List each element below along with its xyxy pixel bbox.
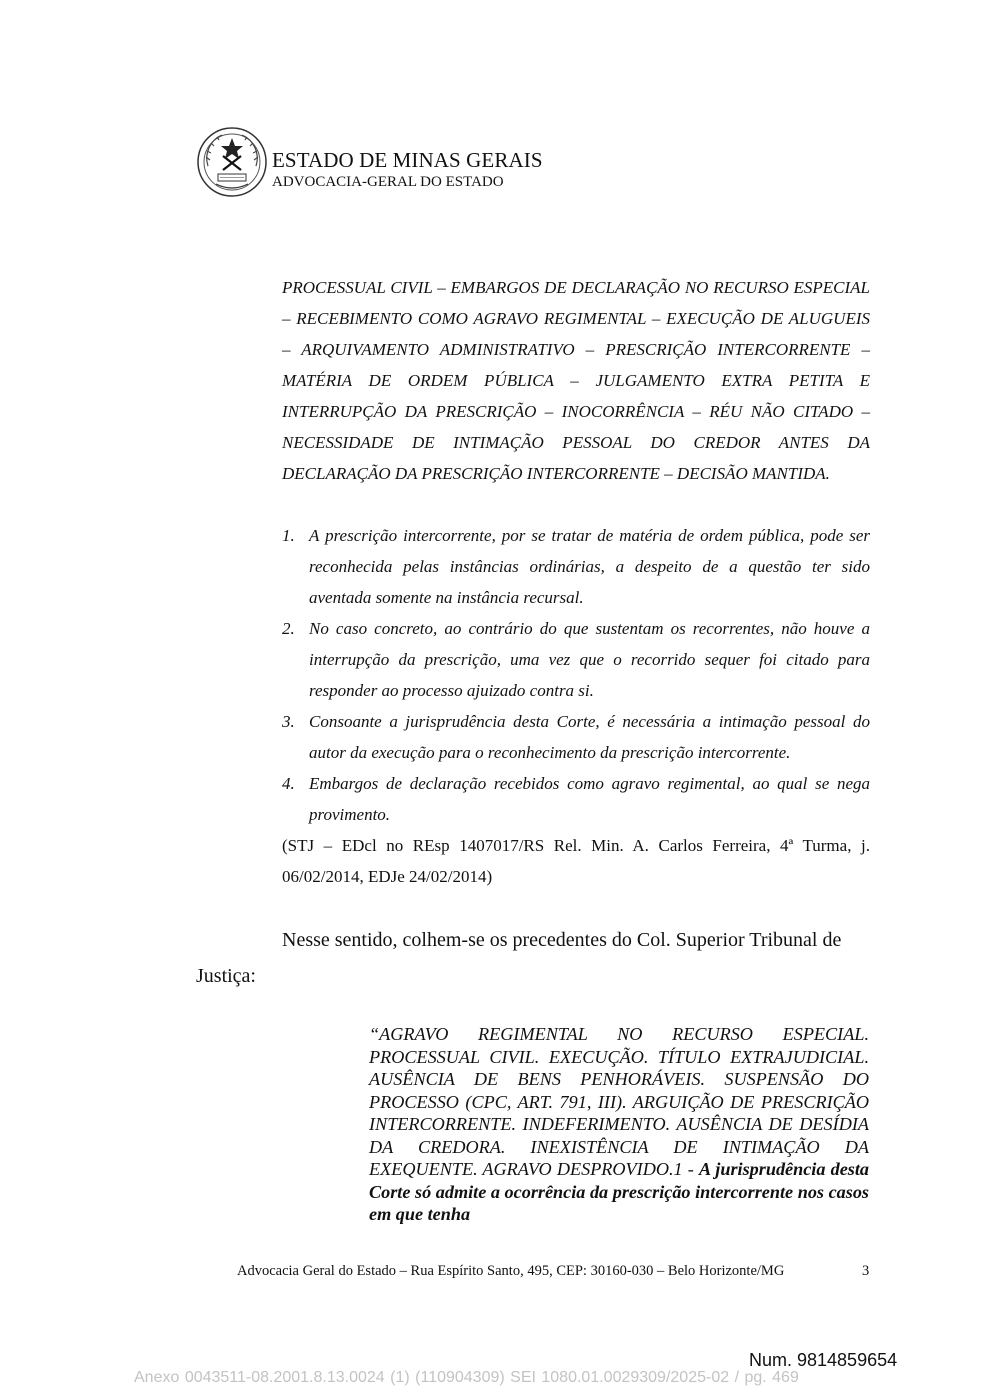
item-number: 2. — [282, 619, 295, 638]
agency-name: ADVOCACIA-GERAL DO ESTADO — [272, 174, 504, 190]
page-number: 3 — [862, 1263, 870, 1279]
document-number: Num. 9814859654 — [749, 1350, 898, 1370]
annex-watermark: Anexo 0043511-08.2001.8.13.0024 (1) (110904309) SEI 1080.01.0029309/2025-02 / pg. 469 — [134, 1369, 799, 1386]
item-text: Embargos de declaração recebidos como agravo regimental, ao qual se nega provimento. — [309, 774, 870, 824]
ementa-list — [282, 520, 870, 830]
item-text: Consoante a jurisprudência desta Corte, é necessária a intimação pessoal do autor da execução para o reconhecimento da prescrição intercorrente. — [309, 712, 870, 762]
quote-text: “AGRAVO REGIMENTAL NO RECURSO ESPECIAL. PROCESSUAL CIVIL. EXECUÇÃO. TÍTULO EXTRAJUDICIAL. AUSÊNCIA DE BENS PENHORÁVEIS. SUSPENSÃO DO PROCESSO (CPC, ART. 791, III). ARGUIÇÃO DE PRESCRIÇÃO INTERCORRENTE. INDEFERIMENTO. AUSÊNCIA DE DESÍDIA DA CREDORA. INEXISTÊNCIA DE INTIMAÇÃO DA EXEQUENTE. AGRAVO DESPROVIDO.1 - — [369, 1024, 869, 1179]
list-item — [282, 706, 870, 768]
item-number: 4. — [282, 774, 295, 793]
quote-bold-text: A jurisprudência desta Corte só admite a ocorrência da prescrição intercorrente nos casos em que tenha — [369, 1159, 869, 1224]
item-number: 3. — [282, 712, 295, 731]
list-item — [282, 613, 870, 706]
body-paragraph-line: Justiça: — [196, 965, 256, 987]
item-number: 1. — [282, 526, 295, 545]
ementa-heading: PROCESSUAL CIVIL – EMBARGOS DE DECLARAÇÃO NO RECURSO ESPECIAL – RECEBIMENTO COMO AGRAVO REGIMENTAL – EXECUÇÃO DE ALUGUEIS – ARQUIVAMENTO ADMINISTRATIVO – PRESCRIÇÃO INTERCORRENTE – MATÉRIA DE ORDEM PÚBLICA – JULGAMENTO EXTRA PETITA E INTERRUPÇÃO DA PRESCRIÇÃO – INOCORRÊNCIA – RÉU NÃO CITADO – NECESSIDADE DE INTIMAÇÃO PESSOAL DO CREDOR ANTES DA DECLARAÇÃO DA PRESCRIÇÃO INTERCORRENTE – DECISÃO MANTIDA. — [282, 278, 870, 483]
item-text: A prescrição intercorrente, por se tratar de matéria de ordem pública, pode ser reconhecida pelas instâncias ordinárias, a despeito de a questão ter sido aventada somente na instância recursal. — [309, 526, 870, 607]
list-item — [282, 768, 870, 830]
item-text: No caso concreto, ao contrário do que sustentam os recorrentes, não houve a interrupção da prescrição, uma vez que o recorrido sequer foi citado para responder ao processo ajuizado contra si. — [309, 619, 870, 700]
block-quote — [369, 1023, 869, 1226]
body-paragraph-line: Nesse sentido, colhem-se os precedentes do Col. Superior Tribunal de — [282, 929, 842, 951]
state-name: ESTADO DE MINAS GERAIS — [272, 148, 543, 172]
minas-gerais-coat-of-arms-icon — [196, 126, 268, 198]
list-item — [282, 520, 870, 613]
case-citation: (STJ – EDcl no REsp 1407017/RS Rel. Min. A. Carlos Ferreira, 4ª Turma, j. 06/02/2014, EDJe 24/02/2014) — [282, 836, 870, 886]
footer-address: Advocacia Geral do Estado – Rua Espírito Santo, 495, CEP: 30160-030 – Belo Horizonte/MG — [237, 1263, 785, 1279]
